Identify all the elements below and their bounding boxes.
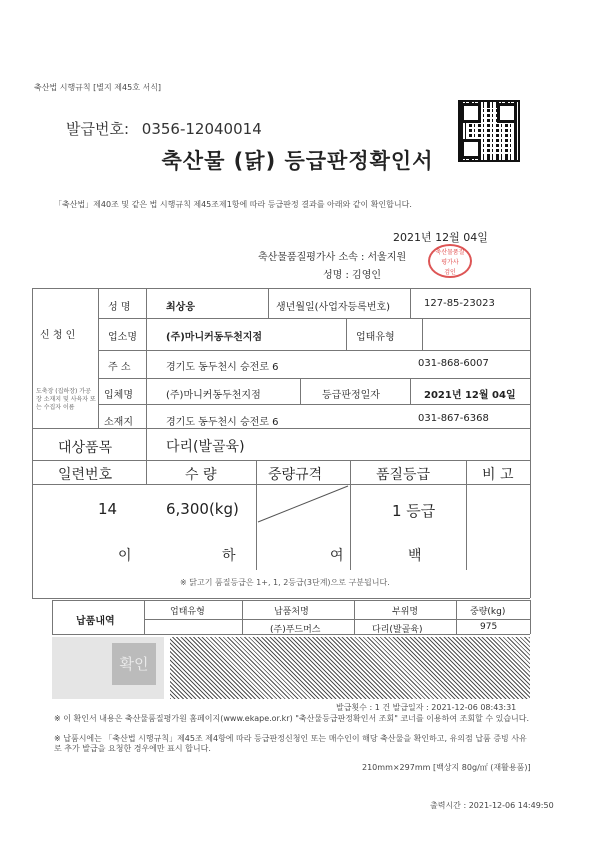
row-line [32,460,530,461]
section-divider [98,288,99,428]
delivery-part: 다리(발골육) [372,625,423,635]
company-name: (주)마니커동두천지점 [166,332,263,343]
biztype-label: 업태유형 [356,332,395,343]
cell-divider [346,318,347,350]
serial-number: 14 [98,500,118,518]
korean-amount-3: 백 [408,548,422,564]
row-line [144,619,530,620]
notice-online: ※ 이 확인서 내용은 축산물품질평가원 홈페이지(www.ekape.or.kr) "축산물등급판정확인서 조회" 코너를 이용하여 조회할 수 있습니다. [54,714,530,723]
cell-divider [146,428,147,484]
delivery-weight: 975 [480,622,498,632]
target-product: 다리(발골육) [166,439,245,455]
address-label: 주 소 [108,362,131,373]
applicant-phone: 031-868-6007 [418,358,489,369]
birth-label: 생년월일(사업자등록번호) [276,302,391,313]
qr-finder-top-left [461,103,481,123]
location-label: 소재지 [104,417,133,428]
header-serial: 일련번호 [58,467,113,483]
issue-number-value: 0356-12040014 [141,120,262,138]
company-label: 업소명 [108,332,137,343]
security-barcode-pattern [170,637,530,699]
issue-number [66,118,262,139]
delivery-header-part: 부위명 [392,607,419,617]
cell-divider [52,600,53,634]
cell-divider [144,600,145,634]
korean-amount-1: 하 [222,548,236,564]
intro-text: 「축산법」제40조 및 같은 법 시행규칙 제45조제1항에 따라 등급판정 결과를 아래와 같이 확인합니다. [54,200,412,209]
header-quantity: 수 량 [185,467,217,483]
grading-date-label: 등급판정일자 [322,390,380,401]
cell-divider [466,460,467,570]
paper-spec: 210mm×297mm [백상지 80g/㎡ (재활용품)] [362,763,531,772]
frame-right-line [530,288,531,598]
grade-note: ※ 닭고기 품질등급은 1+, 1, 2등급(3단계)으로 구분됩니다. [180,578,390,587]
cell-divider [410,378,411,404]
header-spec: 중량규격 [268,467,323,483]
delivery-header-recipient: 납품처명 [274,607,309,617]
quantity: 6,300(kg) [166,500,239,518]
issue-info: 발급횟수 : 1 건 발급일자 : 2021-12-06 08:43:31 [336,703,517,712]
inspector-name: 성명 : 김영인 [323,270,382,281]
owner-phone: 031-867-6368 [418,413,489,424]
delivery-header-biztype: 업태유형 [170,607,205,617]
inspector-seal: 축산물품질 평가사 검인 [428,244,472,278]
document-title: 축산물 (닭) 등급판정확인서 [161,149,434,173]
issue-number-label: 발급번호: [66,120,130,138]
verification-stamp: 확인 [112,643,156,685]
korean-amount-0: 이 [118,548,132,564]
delivery-recipient: (주)푸드머스 [270,625,321,635]
form-number: 축산법 시행규칙 [별지 제45호 서식] [34,83,162,92]
cell-divider [242,600,243,634]
quality-grade: 1 등급 [392,502,436,520]
print-time: 출력시간 : 2021-12-06 14:49:50 [430,801,554,810]
spec-strike-line [256,484,350,524]
delivery-header-weight: 중량(kg) [470,607,506,617]
label-divider [146,288,147,428]
frame-left-line [32,288,33,598]
header-remark: 비 고 [482,467,514,483]
row-line [98,378,530,379]
header-grade: 품질등급 [376,467,431,483]
entry-label: 입체명 [104,390,133,401]
business-number: 127-85-23023 [424,298,495,309]
owner-location: 경기도 동두천시 승전로 6 [166,417,279,428]
target-label: 대상품목 [58,440,113,456]
name-label: 성 명 [108,302,131,313]
cell-divider [456,600,457,634]
row-line [98,404,530,405]
applicant-name: 최상응 [166,302,195,313]
frame-bottom-line [32,598,530,599]
cell-divider [350,460,351,570]
cell-divider [422,318,423,350]
frame-top-line [32,288,530,289]
row-line [32,428,530,429]
applicant-section-label: 신 청 인 [40,330,76,341]
owner-section-label: 도축장 (집하장) 가공장 소재지 및 사육자 또는 수집자 이름 [36,388,96,411]
issue-date: 2021년 12월 04일 [393,231,488,244]
row-line [98,318,530,319]
row-line [98,350,530,351]
entry-name: (주)마니커동두천지점 [166,390,261,401]
cell-divider [410,288,411,318]
korean-amount-2: 여 [330,548,344,564]
grading-date: 2021년 12월 04일 [424,390,516,401]
qr-finder-top-right [497,103,517,123]
delivery-label: 납품내역 [76,616,115,627]
inspector-affiliation: 축산물품질평가사 소속 : 서울지원 [258,252,407,263]
notice-delivery: ※ 납품시에는 「축산법 시행규칙」제45조 제4항에 따라 등급판정신청인 또는 매수인이 해당 축산물을 확인하고, 유의점 납품 증빙 사유로 추가 발급을 요청한 경우에만 표시 합니다. [54,734,527,753]
row-line [52,600,530,601]
cell-divider [300,378,301,404]
cell-divider [354,600,355,634]
cell-divider [530,600,531,634]
cell-divider [268,288,269,318]
applicant-address: 경기도 동두천시 승전로 6 [166,362,279,373]
